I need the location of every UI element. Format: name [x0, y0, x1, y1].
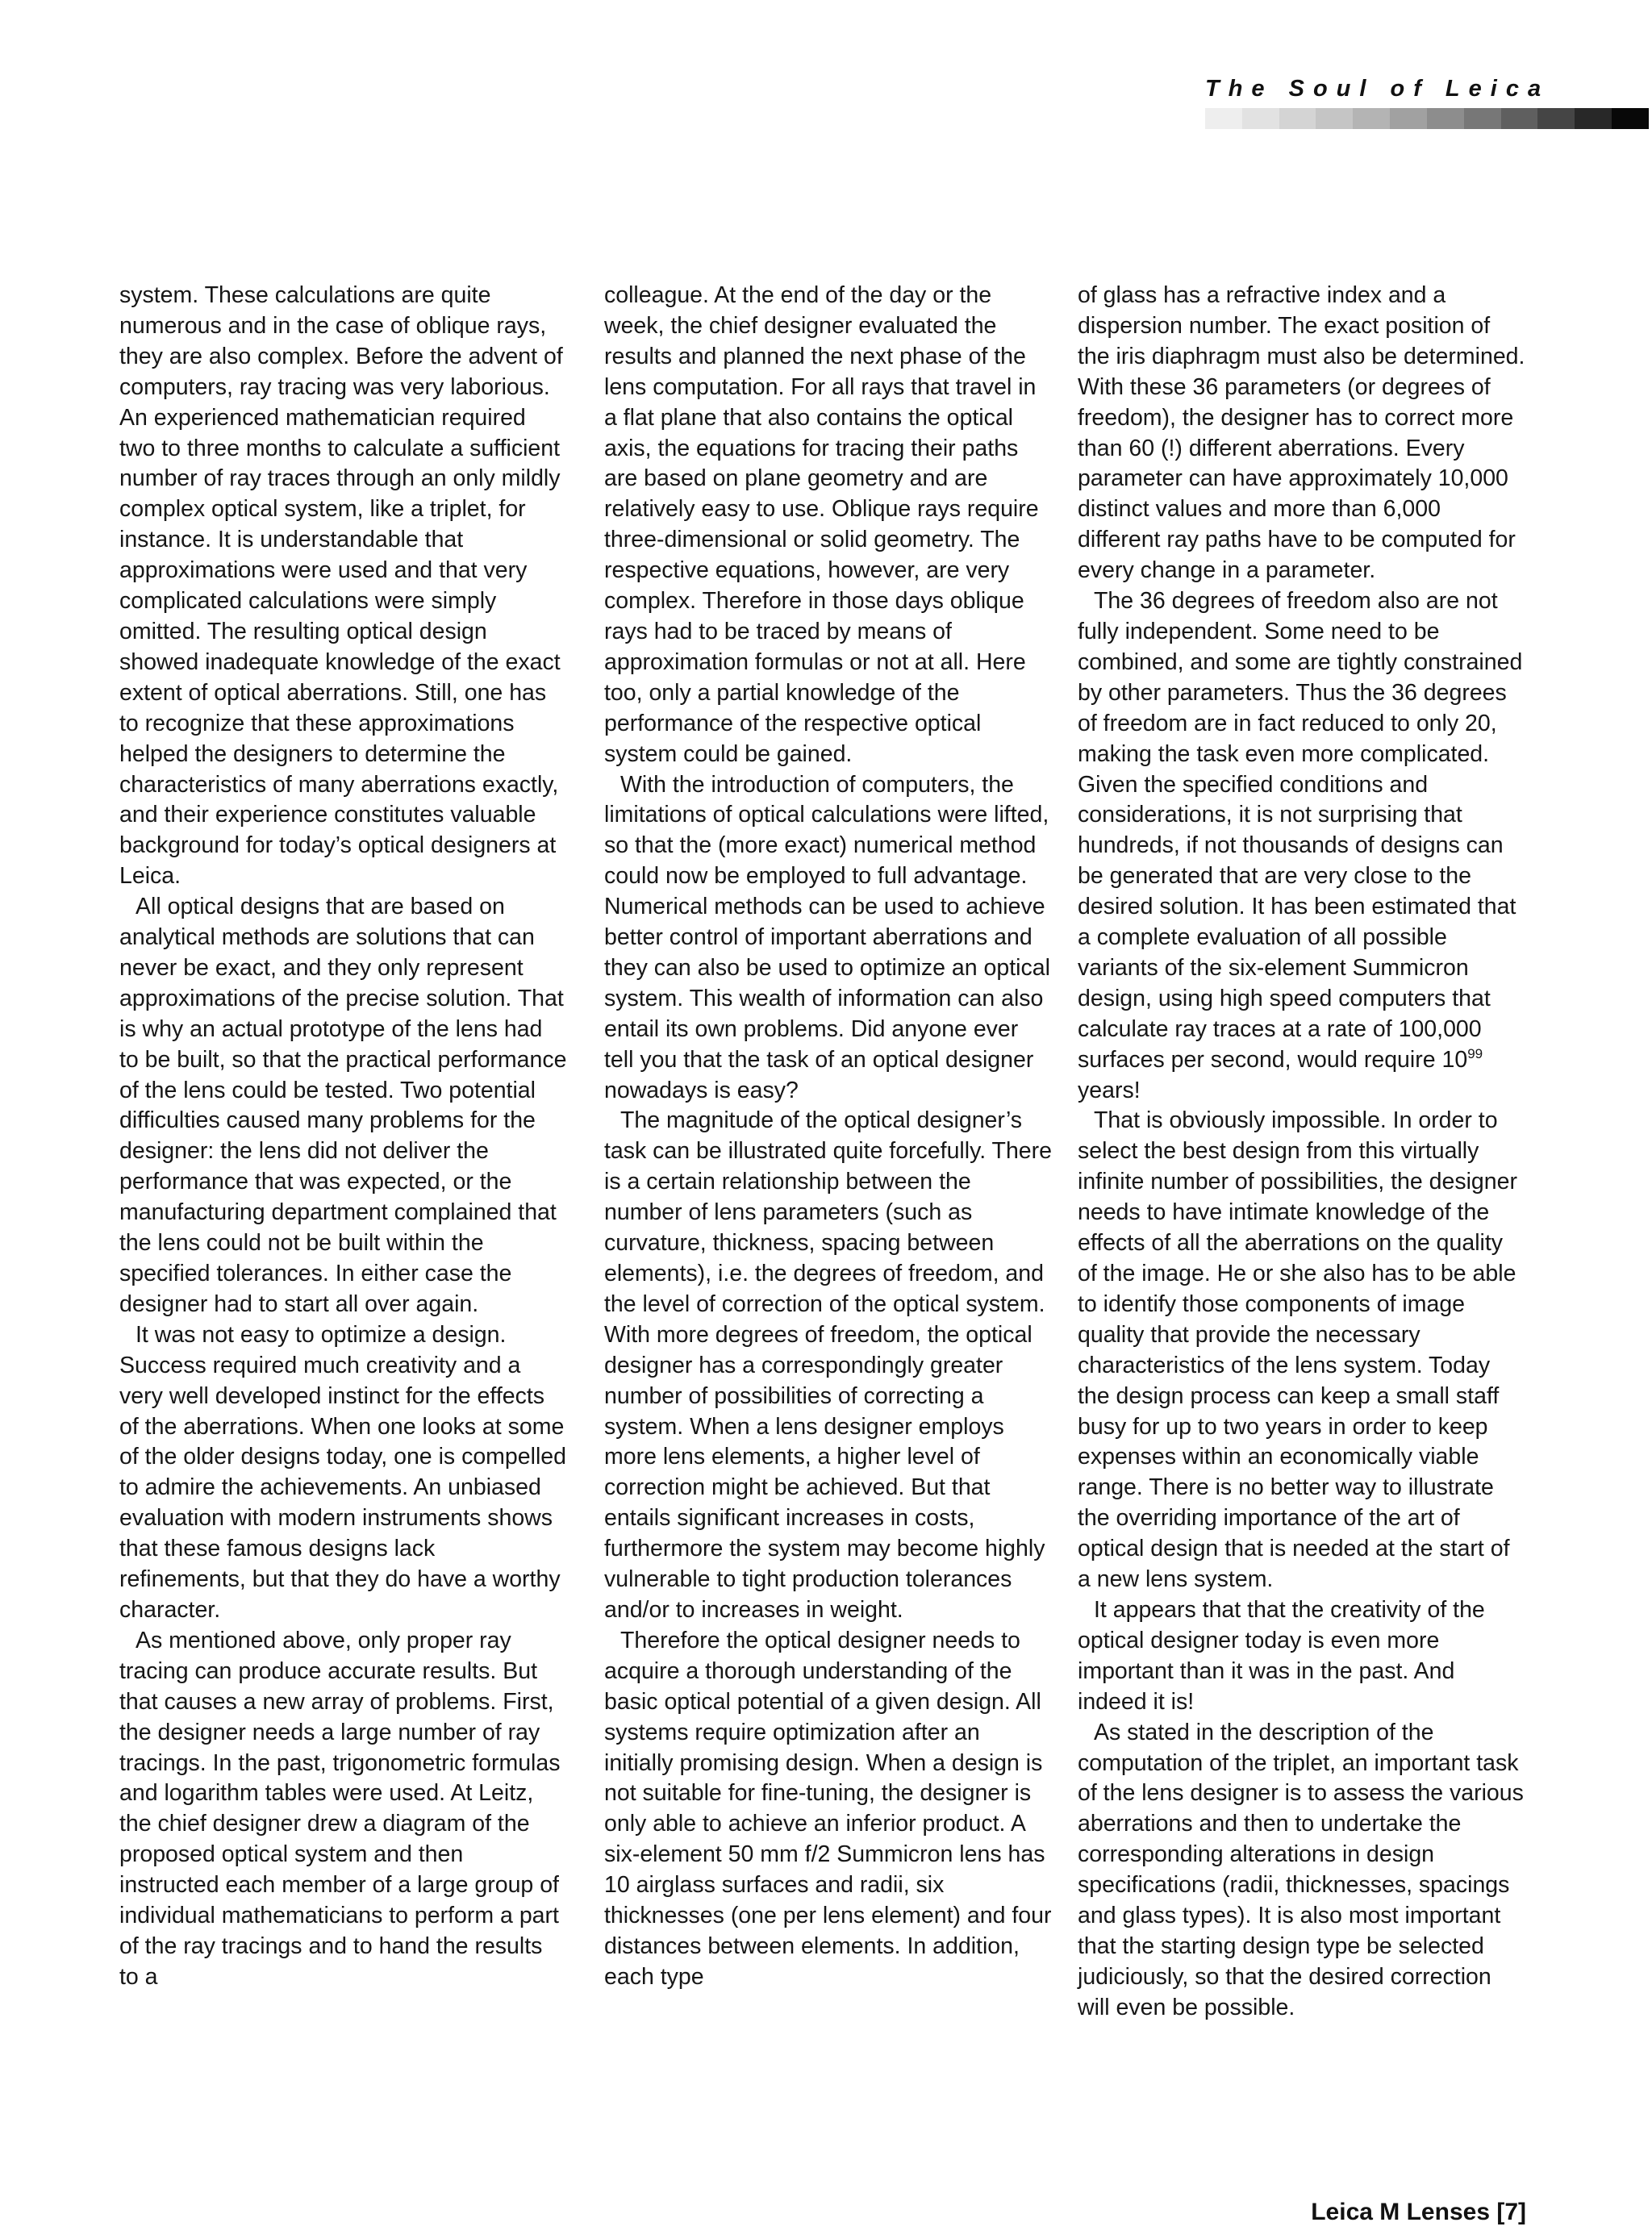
paragraph-tail: years!	[1078, 1077, 1141, 1103]
paragraph: of glass has a refractive index and a dispersion number. The exact position of the iris diaphragm must also be determined. With these 36 parameters (or degrees of freedom), the designer has to correct more than 60 (!) different aberrations. Every parameter can have approximately 10,000 distinct values and more than 6,000 different ray paths have to be computed for every change in a parameter.	[1078, 282, 1525, 584]
paragraph: It was not easy to optimize a design. Success required much creativity and a very well developed instinct for the effects of the aberrations. When one looks at some of the older designs today, one is compelled to admire the achievements. An unbiased evaluation with modern instruments shows that these famous designs lack refinements, but that they do have a worthy character.	[119, 1321, 566, 1623]
gradient-segment	[1316, 108, 1353, 129]
gradient-segment	[1242, 108, 1279, 129]
paragraph: system. These calculations are quite numerous and in the case of oblique rays, they are also complex. Before the advent of computers, ray tracing was very laborious. An experienced mathematician required two to three months to calculate a sufficient number of ray traces through an only mildly complex optical system, like a triplet, for instance. It is understandable that approximations were used and that very complicated calculations were simply omitted. The resulting optical design showed inadequate knowledge of the exact extent of optical aberrations. Still, one has to recognize that these approximations helped the designers to determine the characteristics of many aberrations exactly, and their experience constitutes valuable background for today’s optical designers at Leica.	[119, 282, 563, 890]
paragraph: As stated in the description of the computation of the triplet, an important task of the lens designer is to assess the various aberrations and then to undertake the corresponding alterations in design specifications (radii, thicknesses, spacings and glass types). It is also most important that the starting design type be selected judiciously, so that the desired correction will even be possible.	[1078, 1719, 1524, 2020]
gradient-segment	[1537, 108, 1575, 129]
paragraph: As mentioned above, only proper ray tracing can produce accurate results. But that causes a new array of problems. First, the designer needs a large number of ray tracings. In the past, trigonometric formulas and logarithm tables were used. At Leitz, the chief designer drew a diagram of the proposed optical system and then instructed each member of a large group of individual mathematicians to perform a part of the ray tracings and to hand the results to a	[119, 1627, 561, 1990]
paragraph: That is obviously impossible. In order to select the best design from this virtually infinite number of possibilities, the designer needs to have intimate knowledge of the effects of all the aberrations on the quality of the image. He or she also has to be able to identify those components of image quality that provide the necessary characteristics of the lens system. Today the design process can keep a small staff busy for up to two years in order to keep expenses within an economically viable range. There is no better way to illustrate the overriding importance of the art of optical design that is needed at the start of a new lens system.	[1078, 1107, 1517, 1593]
gradient-segment	[1353, 108, 1390, 129]
text-column-2	[604, 281, 1053, 1993]
gradient-segment	[1390, 108, 1427, 129]
text-column-1	[119, 281, 568, 1993]
gradient-segment	[1501, 108, 1538, 129]
text-column-3	[1078, 281, 1526, 2024]
paragraph: All optical designs that are based on analytical methods are solutions that can never be exact, and they only represent approximations of the precise solution. That is why an actual prototype of the lens had to be built, so that the practical performance of the lens could be tested. Two potential difficulties caused many problems for the designer: the lens did not deliver the performance that was expected, or the manufacturing department complained that the lens could not be built within the specified tolerances. In either case the designer had to start all over again.	[119, 894, 567, 1317]
header-gradient-bar	[1205, 108, 1649, 129]
gradient-segment	[1427, 108, 1464, 129]
gradient-segment	[1612, 108, 1649, 129]
gradient-segment	[1279, 108, 1316, 129]
gradient-segment	[1464, 108, 1501, 129]
paragraph: With the introduction of computers, the limitations of optical calculations were lifted, so that the (more exact) numerical method could now be employed to full advantage. Numerical methods can be used to achieve better control of important aberrations and they can also be used to optimize an optical system. This wealth of information can also entail its own problems. Did anyone ever tell you that the task of an optical designer nowadays is easy?	[604, 771, 1050, 1103]
gradient-segment	[1205, 108, 1242, 129]
paragraph	[1078, 586, 1526, 1106]
gradient-segment	[1575, 108, 1612, 129]
paragraph-text: The 36 degrees of freedom also are not fully independent. Some need to be combined, and some are tightly constrained by other parameters. Thus the 36 degrees of freedom are in fact reduced to only 20, making the task even more complicated. Given the specified conditions and considerations, it is not surprising that hundreds, if not thousands of designs can be generated that are very close to the desired solution. It has been estimated that a complete evaluation of all possible variants of the six-element Summicron design, using high speed computers that calculate ray traces at a rate of 100,000 surfaces per second, would require 10	[1078, 588, 1523, 1073]
running-title: The Soul of Leica	[1205, 76, 1550, 102]
paragraph: The magnitude of the optical designer’s task can be illustrated quite forcefully. There is a certain relationship between the number of lens parameters (such as curvature, thickness, spacing between elements), i.e. the degrees of freedom, and the level of correction of the optical system. With more degrees of freedom, the optical designer has a correspondingly greater number of possibilities of correcting a system. When a lens designer employs more lens elements, a higher level of correction might be achieved. But that entails significant increases in costs, furthermore the system may become highly vulnerable to tight production tolerances and/or to increases in weight.	[604, 1107, 1052, 1623]
page-folio: Leica M Lenses [7]	[1311, 2199, 1526, 2225]
paragraph: Therefore the optical designer needs to acquire a thorough understanding of the basic optical potential of a given design. All systems require optimization after an initially promising design. When a design is not suitable for fine-tuning, the designer is only able to achieve an inferior product. A six-element 50 mm f/2 Summicron lens has 10 airglass surfaces and radii, six thicknesses (one per lens element) and four distances between elements. In addition, each type	[604, 1627, 1052, 1990]
paragraph: colleague. At the end of the day or the week, the chief designer evaluated the results and planned the next phase of the lens computation. For all rays that travel in a flat plane that also contains the optical axis, the equations for tracing their paths are based on plane geometry and are relatively easy to use. Oblique rays require three-dimensional or solid geometry. The respective equations, however, are very complex. Therefore in those days oblique rays had to be traced by means of approximation formulas or not at all. Here too, only a partial knowledge of the performance of the respective optical system could be gained.	[604, 282, 1039, 767]
exponent: 99	[1467, 1045, 1483, 1061]
paragraph: It appears that that the creativity of the optical designer today is even more important than it was in the past. And indeed it is!	[1078, 1596, 1485, 1715]
